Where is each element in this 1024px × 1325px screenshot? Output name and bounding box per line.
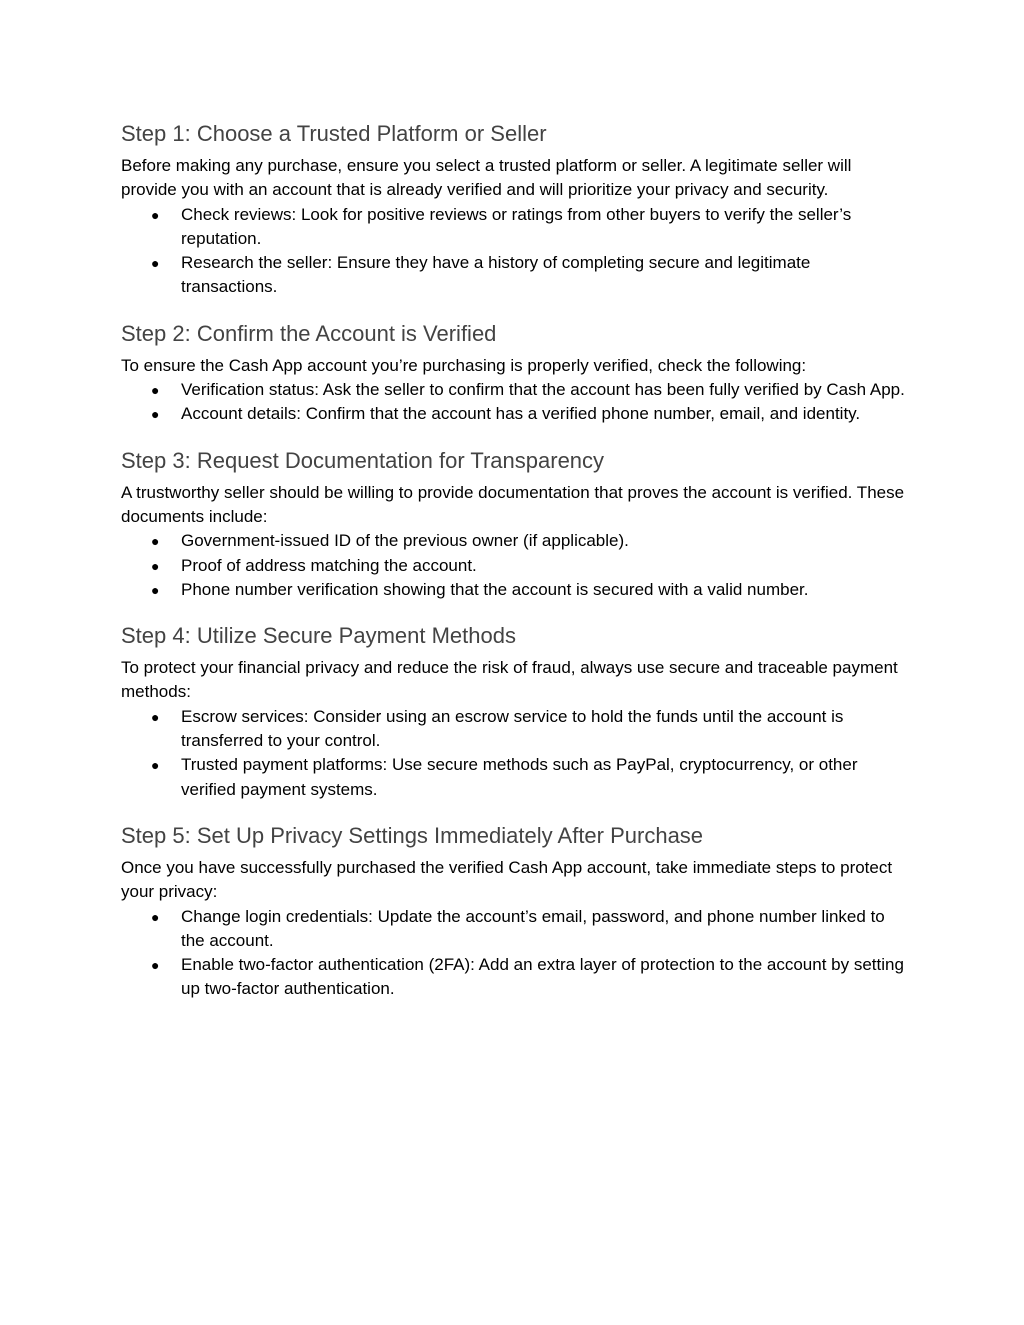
list-item (121, 953, 911, 1002)
list-item-text: Check reviews: Look for positive reviews or ratings from other buyers to verify the seller’s reputation. (181, 204, 852, 248)
step-1-bullet-list (121, 203, 911, 300)
step-3-bullet-list (121, 529, 911, 602)
list-item (121, 402, 911, 426)
list-item-text: Trusted payment platforms: Use secure methods such as PayPal, cryptocurrency, or other verified payment systems. (181, 755, 858, 799)
list-item (121, 203, 911, 252)
step-1-section (121, 118, 911, 300)
step-4-bullet-list (121, 705, 911, 802)
step-2-bullet-list (121, 378, 911, 427)
list-item (121, 753, 911, 802)
step-4-section (121, 620, 911, 802)
list-item (121, 578, 911, 602)
list-item (121, 554, 911, 578)
step-5-intro: Once you have successfully purchased the verified Cash App account, take immediate steps to protect your privacy: (121, 857, 893, 902)
step-4-intro: To protect your financial privacy and reduce the risk of fraud, always use secure and traceable payment methods: (121, 658, 898, 702)
step-3-section (121, 445, 911, 602)
list-item (121, 378, 911, 402)
list-item-text: Government-issued ID of the previous owner (if applicable). (181, 531, 629, 551)
list-item (121, 251, 911, 300)
bullet-icon: ● (151, 406, 160, 423)
list-item-text: Research the seller: Ensure they have a history of completing secure and legitimate transactions. (181, 253, 811, 297)
bullet-icon: ● (151, 255, 160, 272)
list-item-text: Phone number verification showing that the account is secured with a valid number. (181, 579, 809, 599)
list-item-text: Proof of address matching the account. (181, 555, 477, 575)
bullet-icon: ● (151, 382, 160, 399)
bullet-icon: ● (151, 533, 160, 550)
bullet-icon: ● (151, 708, 160, 725)
step-4-heading: Step 4: Utilize Secure Payment Methods (121, 623, 516, 649)
list-item (121, 529, 911, 553)
list-item-text: Account details: Confirm that the account has a verified phone number, email, and identity. (181, 404, 861, 424)
step-5-bullet-list (121, 905, 911, 1002)
step-5-section (121, 820, 911, 1002)
document-page (121, 118, 911, 1020)
bullet-icon: ● (151, 557, 160, 574)
bullet-icon: ● (151, 757, 160, 774)
step-2-section (121, 318, 911, 427)
step-5-heading: Step 5: Set Up Privacy Settings Immediately After Purchase (121, 822, 704, 848)
list-item (121, 905, 911, 954)
list-item-text: Enable two-factor authentication (2FA): Add an extra layer of protection to the account by setting up two-factor authentication. (181, 955, 904, 999)
step-2-heading: Step 2: Confirm the Account is Verified (121, 320, 497, 346)
bullet-icon: ● (151, 581, 160, 598)
step-1-intro: Before making any purchase, ensure you select a trusted platform or seller. A legitimate seller will provide you with an account that is already verified and will prioritize your privacy and security. (121, 156, 852, 200)
step-3-intro: A trustworthy seller should be willing to provide documentation that proves the account is verified. These documents include: (121, 482, 905, 526)
list-item (121, 705, 911, 754)
step-3-heading: Step 3: Request Documentation for Transparency (121, 447, 605, 473)
list-item-text: Escrow services: Consider using an escrow service to hold the funds until the account is transferred to your control. (181, 706, 844, 751)
bullet-icon: ● (151, 206, 160, 223)
bullet-icon: ● (151, 908, 160, 925)
list-item-text: Verification status: Ask the seller to confirm that the account has been fully verified by Cash App. (181, 380, 905, 400)
step-2-intro: To ensure the Cash App account you’re purchasing is properly verified, check the following: (121, 355, 807, 375)
step-1-heading: Step 1: Choose a Trusted Platform or Seller (121, 121, 547, 146)
list-item-text: Change login credentials: Update the account’s email, password, and phone number linked to the account. (181, 906, 885, 950)
bullet-icon: ● (151, 957, 160, 974)
